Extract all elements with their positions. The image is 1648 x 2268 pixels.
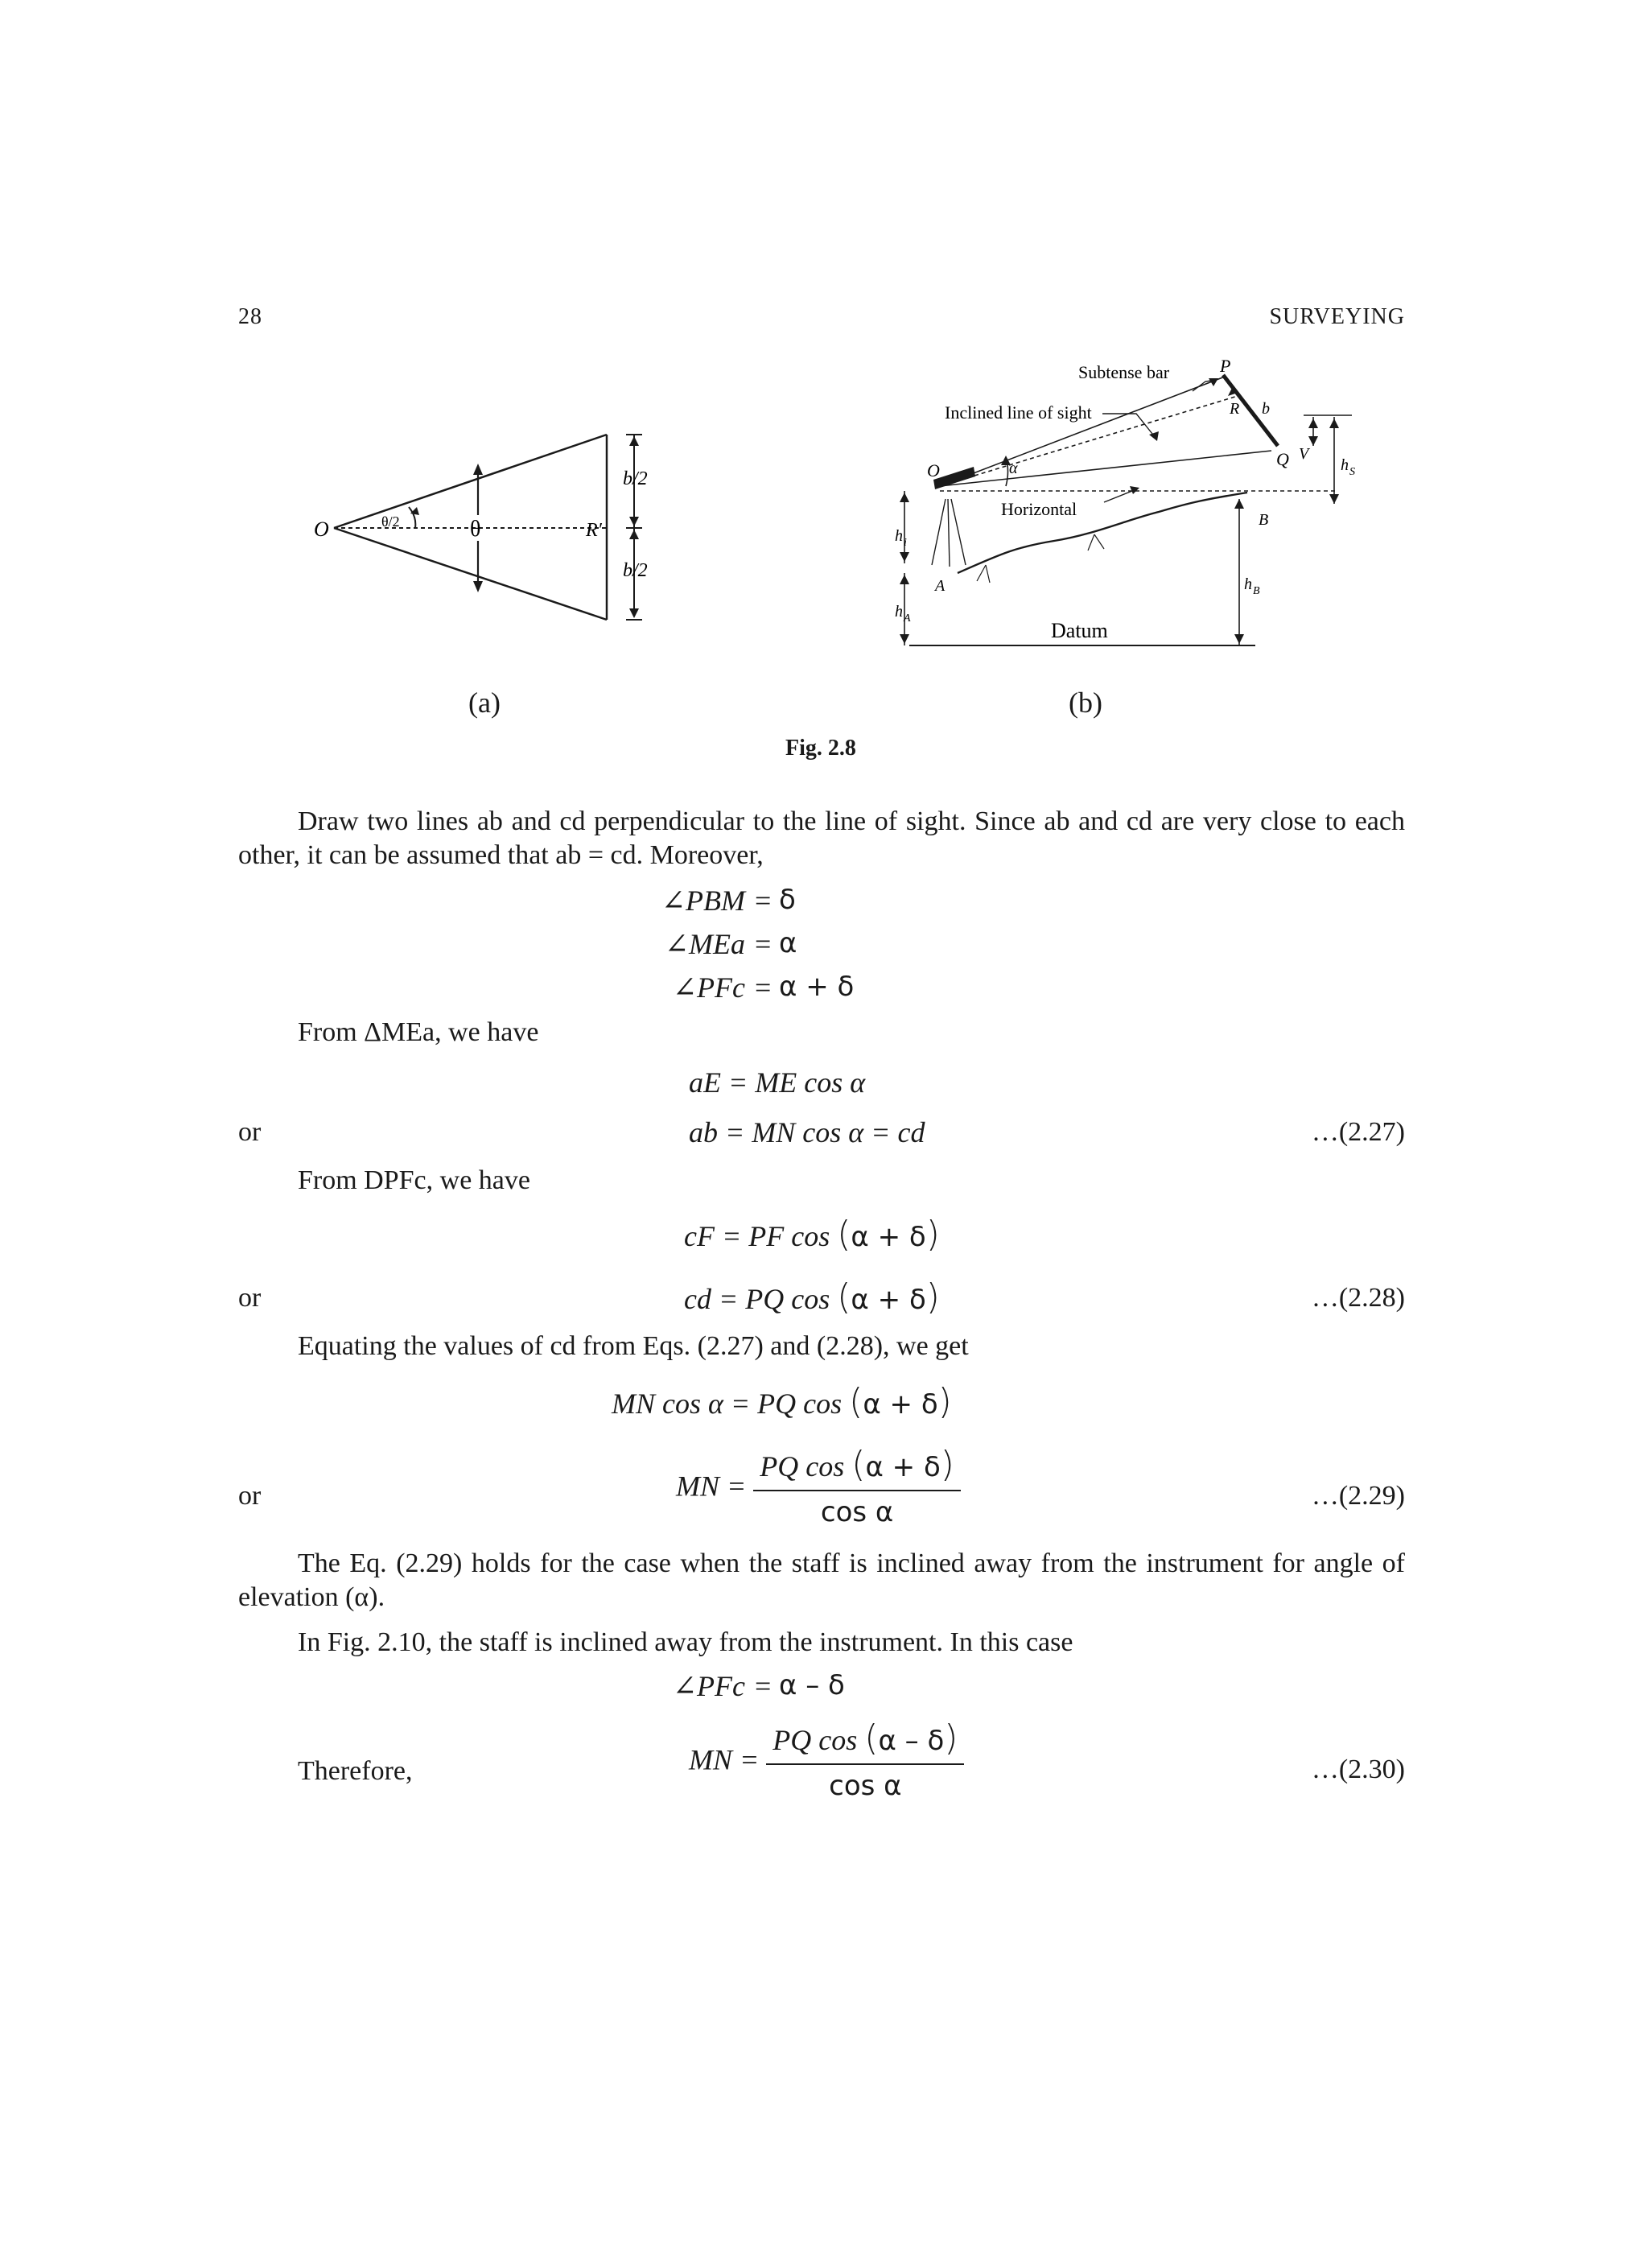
equation-aE: aE = ME cos α bbox=[689, 1066, 866, 1099]
equation-number-2-27: …(2.27) bbox=[1311, 1117, 1405, 1147]
fig-b-horizontal-label: Horizontal bbox=[1001, 499, 1077, 519]
equation-2-30: MN = $\frac{\text{PQ cos (α – δ)}}{\text{cos α}}$ bbox=[689, 1717, 964, 1802]
fig-b-label-alpha: α bbox=[1009, 460, 1018, 477]
svg-text:h: h bbox=[1244, 575, 1252, 593]
fig-b-label-O: O bbox=[927, 460, 940, 480]
or-label-2: or bbox=[238, 1283, 262, 1313]
fig-a-label-half-theta: θ/2 bbox=[381, 513, 400, 530]
text-equating: Equating the values of cd from Eqs. (2.27) and (2.28), we get bbox=[298, 1331, 969, 1361]
angle-PFc-minus-lhs: ∠PFc bbox=[672, 1670, 745, 1702]
fig-b-ray-to-P bbox=[940, 377, 1225, 486]
fig-b-label-b: b bbox=[1262, 400, 1270, 418]
figure-caption: Fig. 2.8 bbox=[785, 736, 856, 761]
svg-text:h: h bbox=[1341, 456, 1349, 474]
equation-number-2-29: …(2.29) bbox=[1311, 1481, 1405, 1511]
angle-MEa-rhs: α bbox=[779, 927, 797, 959]
figure-b-label: (b) bbox=[1069, 687, 1102, 719]
angle-PFc-lhs: ∠PFc bbox=[672, 971, 745, 1004]
fig-a-lower-ray bbox=[334, 528, 607, 620]
or-label-3: or bbox=[238, 1481, 262, 1511]
fig-b-label-Q: Q bbox=[1276, 449, 1289, 469]
fig-b-label-V: V bbox=[1299, 445, 1309, 463]
text-from-MEa: From ΔMEa, we have bbox=[298, 1017, 539, 1047]
or-label-1: or bbox=[238, 1117, 262, 1147]
fig-b-label-hS bbox=[1341, 456, 1355, 478]
fig-b-label-R: R bbox=[1230, 400, 1240, 418]
angle-PBM-lhs: ∠PBM bbox=[661, 885, 745, 917]
figure-b-diagram bbox=[885, 354, 1384, 660]
running-title: SURVEYING bbox=[1269, 304, 1405, 329]
fig-b-ray-to-Q bbox=[940, 451, 1271, 486]
svg-text:i: i bbox=[904, 537, 907, 549]
fig-b-label-B: B bbox=[1259, 511, 1269, 529]
fig-a-label-theta: θ bbox=[470, 517, 481, 542]
figure-a-label: (a) bbox=[468, 687, 501, 719]
angle-PFc-rhs: α + δ bbox=[779, 971, 855, 1003]
fig-a-label-O: O bbox=[314, 518, 329, 541]
equation-2-29: MN = $\frac{\text{PQ cos (α + δ)}}{\text{cos α}}$ bbox=[676, 1444, 961, 1528]
fig-b-label-A: A bbox=[935, 577, 946, 595]
svg-text:B: B bbox=[1253, 585, 1260, 597]
equation-ab: ab = MN cos α = cd bbox=[689, 1116, 925, 1148]
page-number: 28 bbox=[238, 304, 262, 329]
paragraph-draw-lines: Draw two lines ab and cd perpendicular to the line of sight. Since ab and cd are very close to each other, it can be assumed that ab = cd. Moreover, bbox=[238, 806, 1405, 870]
svg-text:h: h bbox=[895, 603, 903, 621]
text-therefore: Therefore, bbox=[298, 1756, 413, 1786]
equation-number-2-30: …(2.30) bbox=[1311, 1755, 1405, 1784]
paragraph-fig-2-10: In Fig. 2.10, the staff is inclined away from the instrument. In this case bbox=[298, 1627, 1073, 1657]
fig-a-label-b-half-top: b/2 bbox=[623, 468, 648, 489]
equation-MN-cos: MN cos α = PQ cos (α + δ) bbox=[612, 1381, 952, 1422]
fig-a-upper-ray bbox=[334, 435, 607, 528]
fig-b-label-hA bbox=[895, 603, 911, 625]
fig-a-label-R-prime: R′ bbox=[586, 520, 602, 541]
fig-b-datum-label: Datum bbox=[1051, 619, 1108, 642]
paragraph-eq-229-holds: The Eq. (2.29) holds for the case when the staff is inclined away from the instrument for angle of elevation (α). bbox=[238, 1548, 1405, 1612]
fig-b-label-P: P bbox=[1220, 356, 1231, 376]
svg-text:S: S bbox=[1349, 466, 1355, 478]
fig-a-label-b-half-bottom: b/2 bbox=[623, 560, 648, 581]
equation-cd: cd = PQ cos (α + δ) bbox=[684, 1276, 940, 1318]
equation-cF: cF = PF cos (α + δ) bbox=[684, 1214, 940, 1255]
fig-b-label-hB bbox=[1244, 575, 1260, 597]
angle-PFc-minus-rhs: α – δ bbox=[779, 1669, 845, 1701]
angle-PBM-rhs: δ bbox=[779, 884, 796, 916]
equation-number-2-28: …(2.28) bbox=[1311, 1283, 1405, 1313]
fig-b-subtense-bar-label: Subtense bar bbox=[1078, 362, 1170, 382]
angle-MEa-lhs: ∠MEa bbox=[664, 928, 745, 960]
svg-text:h: h bbox=[895, 527, 903, 545]
fig-b-inclined-line-label: Inclined line of sight bbox=[945, 402, 1092, 423]
svg-text:A: A bbox=[904, 612, 911, 625]
text-from-PFc: From DPFc, we have bbox=[298, 1165, 530, 1195]
figure-a-diagram bbox=[298, 419, 676, 636]
